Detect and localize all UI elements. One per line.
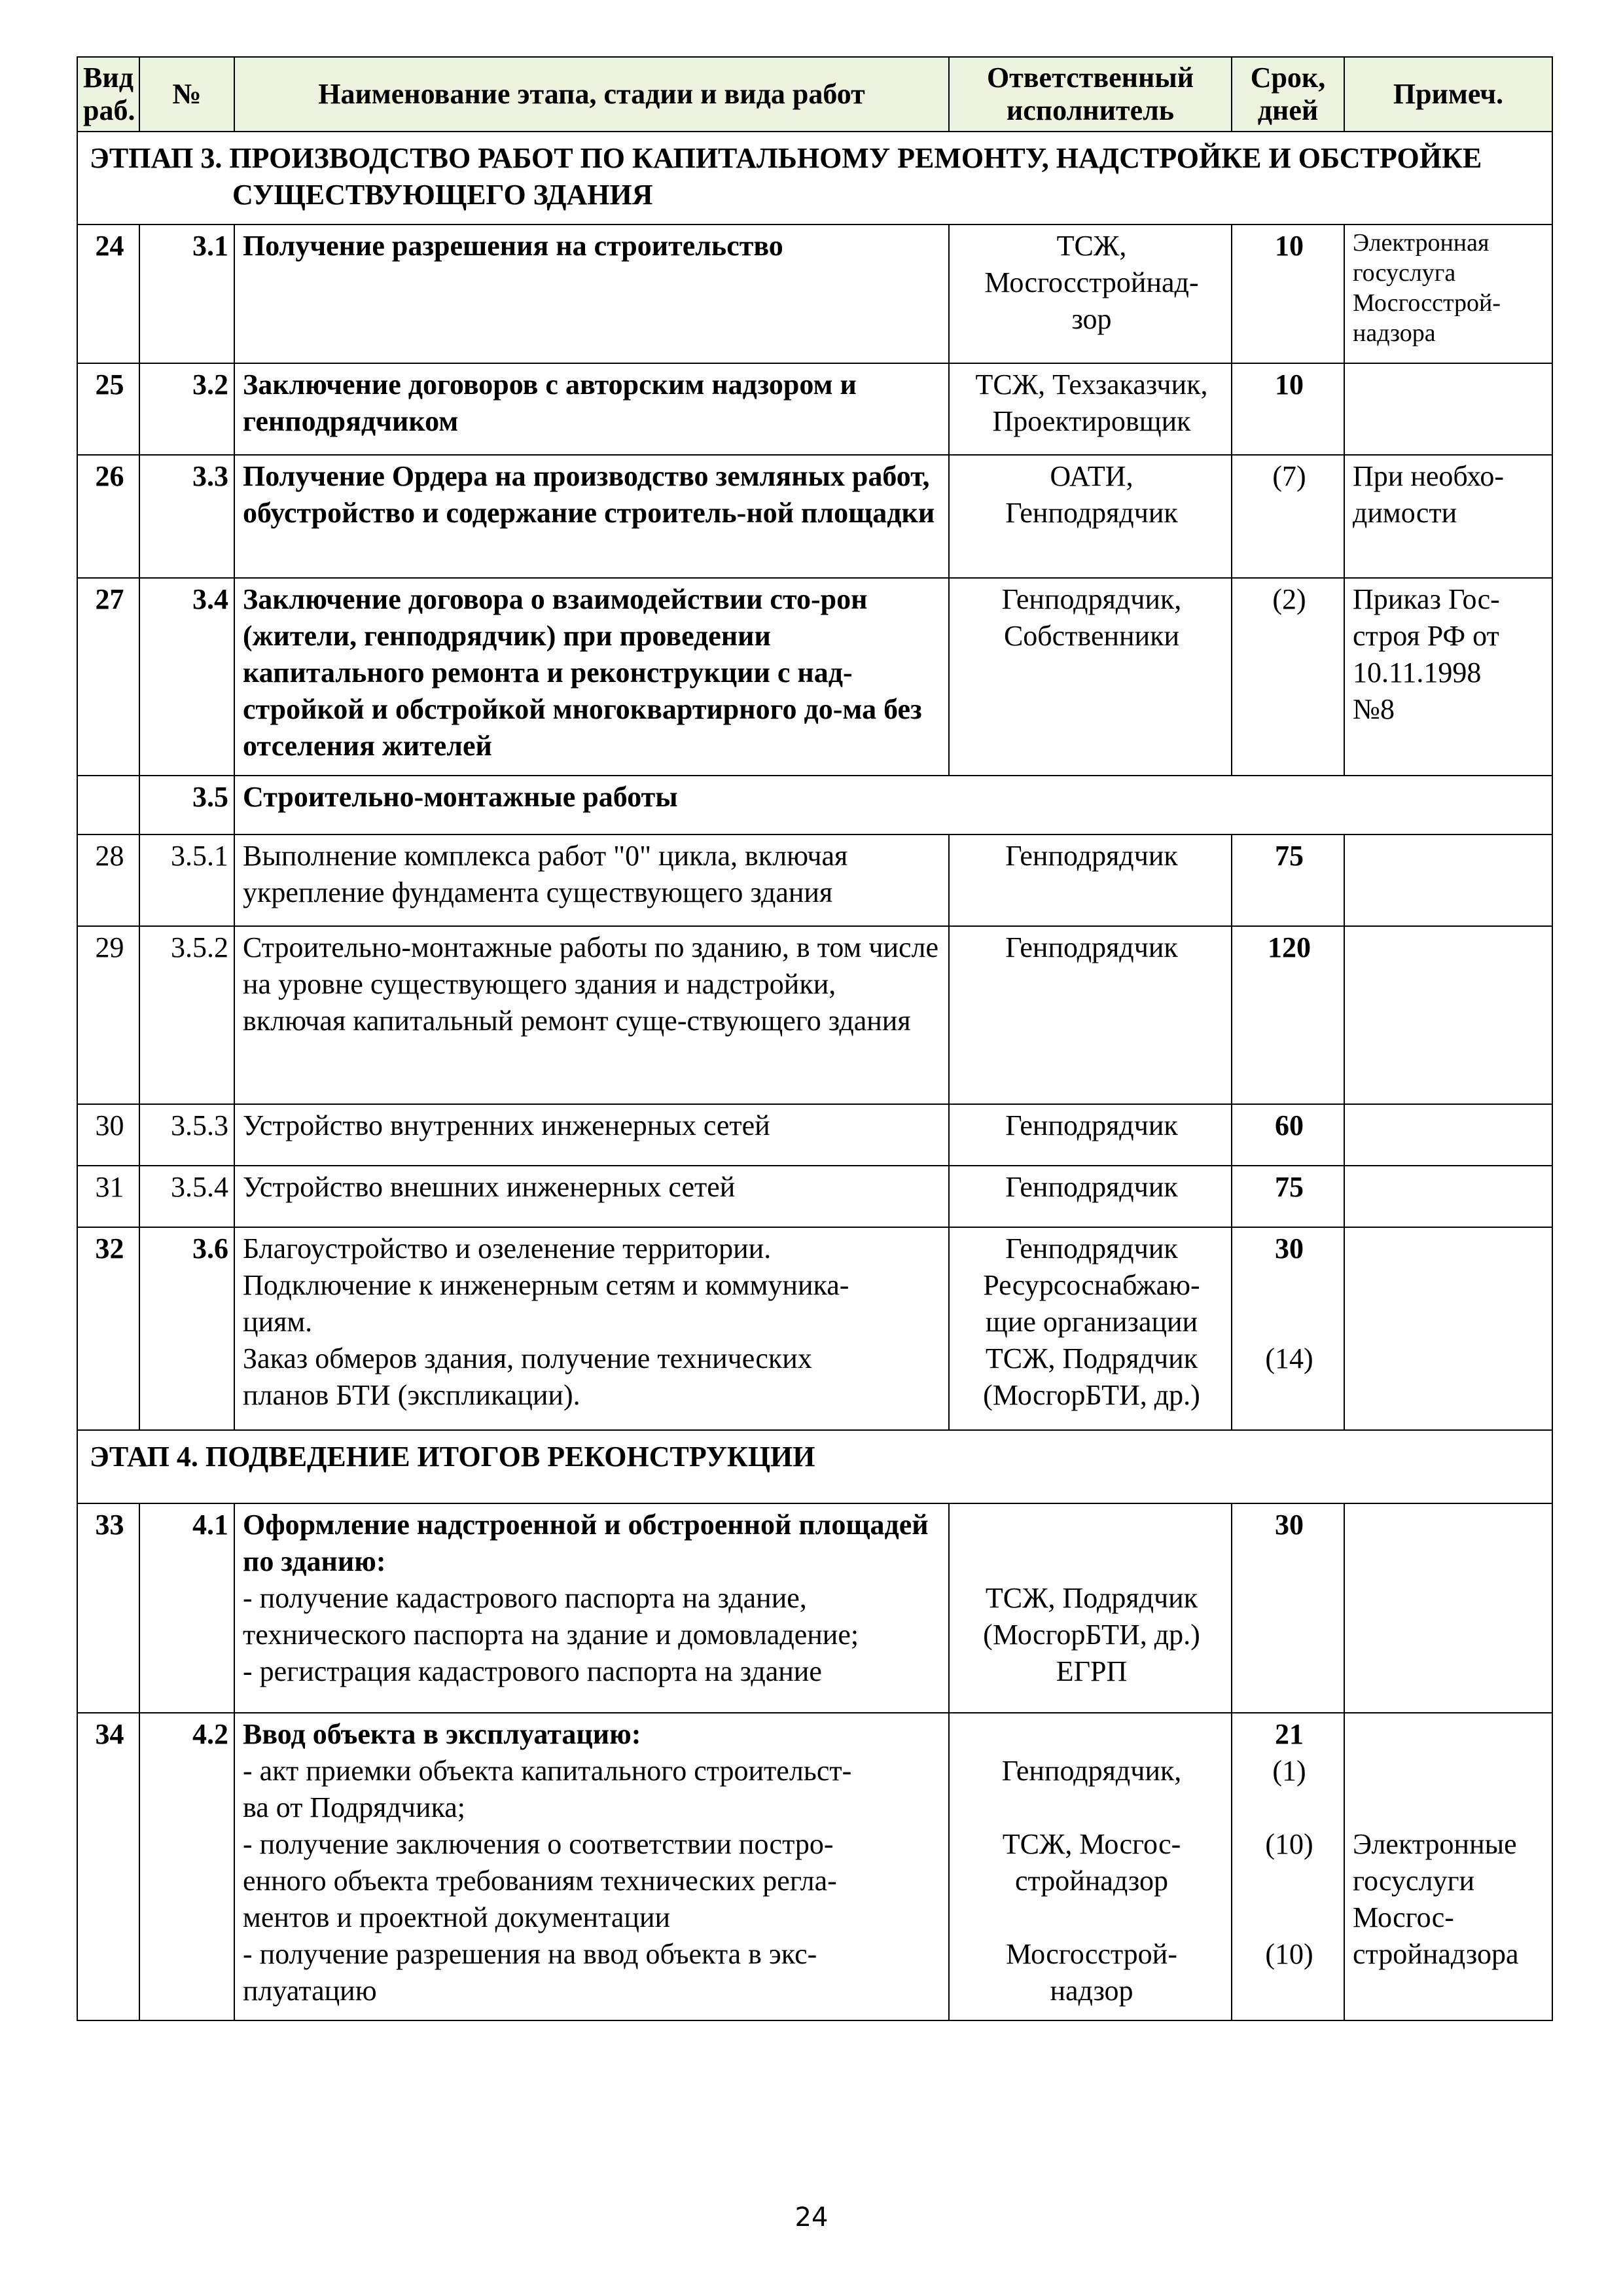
spacer xyxy=(957,1789,1226,1826)
row-num: 3.5.1 xyxy=(139,834,234,926)
executor-line: ТСЖ, xyxy=(1056,230,1127,262)
spacer xyxy=(1353,1753,1546,1789)
row-term: 75 xyxy=(1232,834,1344,926)
row-term: 10 xyxy=(1232,224,1344,363)
executor-line: Собственники xyxy=(1003,620,1180,652)
row-vid: 31 xyxy=(77,1166,139,1227)
spacer xyxy=(1353,1716,1546,1753)
row-note xyxy=(1344,455,1552,578)
name-line: Благоустройство и озеленение территории. xyxy=(243,1232,772,1265)
row-term: 120 xyxy=(1232,926,1344,1104)
note-line: Мосгосстрой- xyxy=(1353,289,1501,317)
row-note xyxy=(1344,926,1552,1104)
name-line: циям. xyxy=(243,1306,313,1338)
spacer xyxy=(1240,1789,1338,1826)
executor-line: Генподрядчик, xyxy=(1001,583,1182,615)
row-num: 3.5.3 xyxy=(139,1104,234,1166)
name-line: ва от Подрядчика; xyxy=(243,1791,466,1823)
row-num: 3.1 xyxy=(139,224,234,363)
row-name: Строительно-монтажные работы xyxy=(234,776,1552,834)
row-vid: 26 xyxy=(77,455,139,578)
executor-line: ТСЖ, Мосгос- xyxy=(1002,1828,1181,1860)
executor-line: (МосгорБТИ, др.) xyxy=(983,1619,1200,1651)
spacer xyxy=(957,1899,1226,1936)
executor-line: Генподрядчик xyxy=(1005,1109,1178,1141)
row-term: 75 xyxy=(1232,1166,1344,1227)
term-value: (10) xyxy=(1265,1938,1313,1970)
table-row xyxy=(77,1166,1552,1227)
name-line: - получение разрешения на ввод объекта в экс- xyxy=(243,1938,817,1970)
row-term: (7) xyxy=(1232,455,1344,578)
note-line: Электронные xyxy=(1353,1828,1517,1860)
name-line: Подключение к инженерным сетям и коммуника- xyxy=(243,1269,849,1301)
stage-4-title: ЭТАП 4. ПОДВЕДЕНИЕ ИТОГОВ РЕКОНСТРУКЦИИ xyxy=(77,1430,1552,1503)
row-vid: 28 xyxy=(77,834,139,926)
table-row xyxy=(77,834,1552,926)
row-note xyxy=(1344,363,1552,455)
page-number: 24 xyxy=(794,2202,829,2233)
executor-line: ОАТИ, xyxy=(1050,460,1133,492)
executor-line: Генподрядчик xyxy=(1005,840,1178,872)
name-line: Заказ обмеров здания, получение технических xyxy=(243,1342,812,1374)
name-line: плуатацию xyxy=(243,1975,377,2007)
executor-line: щие организации xyxy=(985,1306,1198,1338)
table-header-row xyxy=(77,57,1552,132)
spacer xyxy=(957,1543,1226,1580)
row-num: 3.5 xyxy=(139,776,234,834)
term-value: (10) xyxy=(1265,1828,1313,1860)
row-term: 30 xyxy=(1232,1503,1344,1713)
note-line: стройнадзора xyxy=(1353,1938,1519,1970)
header-executor: Ответственный исполнитель xyxy=(949,57,1232,132)
row-name: Устройство внешних инженерных сетей xyxy=(234,1166,949,1227)
row-vid: 29 xyxy=(77,926,139,1104)
row-executor xyxy=(949,455,1232,578)
term-value: 30 xyxy=(1275,1232,1304,1265)
note-line: госуслуги xyxy=(1353,1865,1475,1897)
executor-line: стройнадзор xyxy=(1015,1865,1168,1897)
executor-line: Генподрядчик xyxy=(1005,931,1178,963)
row-num: 4.2 xyxy=(139,1713,234,2020)
table-row xyxy=(77,776,1552,834)
term-value: 21 xyxy=(1275,1718,1304,1750)
row-term: (2) xyxy=(1232,578,1344,776)
note-line: строя РФ от xyxy=(1353,620,1499,652)
table-row xyxy=(77,224,1552,363)
stage-3-title xyxy=(77,132,1552,224)
row-name: Заключение договора о взаимодействии сто-рон (жители, генподрядчик) при проведении капитального ремонта и реконструкции с над-стройкой и обстройкой многоквартирного до-ма без отселения жителей xyxy=(234,578,949,776)
name-line: - получение кадастрового паспорта на здание, xyxy=(243,1582,807,1614)
executor-line: Генподрядчик xyxy=(1005,1232,1178,1265)
row-name: Выполнение комплекса работ "0" цикла, включая укрепление фундамента существующего здания xyxy=(234,834,949,926)
row-note xyxy=(1344,1713,1552,2020)
work-schedule-table xyxy=(77,56,1553,2021)
row-title: Ввод объекта в эксплуатацию: xyxy=(243,1718,641,1750)
name-line: - акт приемки объекта капитального строительст- xyxy=(243,1755,852,1787)
stage-4-row xyxy=(77,1430,1552,1503)
executor-line: Проектировщик xyxy=(992,405,1191,437)
name-line: - регистрация кадастрового паспорта на здание xyxy=(243,1655,822,1687)
executor-line: Мосгосстройнад- xyxy=(984,266,1199,298)
executor-line: Генподрядчик, xyxy=(1001,1755,1182,1787)
header-num: № xyxy=(139,57,234,132)
term-value: (1) xyxy=(1272,1755,1306,1787)
executor-line: надзор xyxy=(1050,1975,1133,2007)
executor-line: ТСЖ, Техзаказчик, xyxy=(975,368,1208,401)
spacer xyxy=(1240,1267,1338,1304)
row-num: 3.4 xyxy=(139,578,234,776)
row-name: Получение разрешения на строительство xyxy=(234,224,949,363)
note-line: Электронная xyxy=(1353,229,1489,257)
header-note: Примеч. xyxy=(1344,57,1552,132)
header-vid: Вид раб. xyxy=(77,57,139,132)
name-line: технического паспорта на здание и домовладение; xyxy=(243,1619,859,1651)
row-note xyxy=(1344,224,1552,363)
name-line: енного объекта требованиям технических регла- xyxy=(243,1865,837,1897)
executor-line: (МосгорБТИ, др.) xyxy=(983,1379,1200,1411)
row-num: 3.5.2 xyxy=(139,926,234,1104)
spacer xyxy=(1240,1899,1338,1936)
row-note xyxy=(1344,1503,1552,1713)
note-line: надзора xyxy=(1353,319,1436,347)
table-row xyxy=(77,926,1552,1104)
term-value: (14) xyxy=(1265,1342,1313,1374)
spacer xyxy=(1240,1863,1338,1899)
spacer xyxy=(957,1507,1226,1543)
note-line: При необхо- xyxy=(1353,460,1505,492)
table-row xyxy=(77,363,1552,455)
row-num: 3.5.4 xyxy=(139,1166,234,1227)
table-row xyxy=(77,1104,1552,1166)
row-vid: 27 xyxy=(77,578,139,776)
row-executor xyxy=(949,1503,1232,1713)
executor-line: ЕГРП xyxy=(1056,1655,1128,1687)
row-term: 10 xyxy=(1232,363,1344,455)
executor-line: зор xyxy=(1071,303,1112,335)
row-term xyxy=(1232,1227,1344,1430)
note-line: №8 xyxy=(1353,693,1395,725)
row-executor xyxy=(949,1166,1232,1227)
row-name: Строительно-монтажные работы по зданию, в том числе на уровне существующего здания и надстройки, включая капитальный ремонт суще-ствующего здания xyxy=(234,926,949,1104)
row-name xyxy=(234,1503,949,1713)
spacer xyxy=(1353,1789,1546,1826)
table-row xyxy=(77,1227,1552,1430)
row-executor xyxy=(949,1104,1232,1166)
executor-line: ТСЖ, Подрядчик xyxy=(985,1582,1198,1614)
row-executor xyxy=(949,224,1232,363)
note-line: Приказ Гос- xyxy=(1353,583,1500,615)
note-line: Мосгос- xyxy=(1353,1901,1454,1933)
executor-line: ТСЖ, Подрядчик xyxy=(985,1342,1198,1374)
executor-line: Генподрядчик xyxy=(1005,1171,1178,1203)
row-note xyxy=(1344,1227,1552,1430)
row-executor xyxy=(949,363,1232,455)
table-row xyxy=(77,455,1552,578)
row-executor xyxy=(949,1227,1232,1430)
row-executor xyxy=(949,834,1232,926)
row-vid: 30 xyxy=(77,1104,139,1166)
row-term xyxy=(1232,1713,1344,2020)
note-line: госуслуга xyxy=(1353,259,1456,287)
row-vid xyxy=(77,776,139,834)
row-vid: 33 xyxy=(77,1503,139,1713)
executor-line: Ресурсоснабжаю- xyxy=(983,1269,1200,1301)
name-line: - получение заключения о соответствии постро- xyxy=(243,1828,834,1860)
header-name: Наименование этапа, стадии и вида работ xyxy=(234,57,949,132)
row-vid: 32 xyxy=(77,1227,139,1430)
row-num: 3.3 xyxy=(139,455,234,578)
row-executor xyxy=(949,578,1232,776)
name-line: планов БТИ (экспликации). xyxy=(243,1379,580,1411)
row-name xyxy=(234,1227,949,1430)
note-line: 10.11.1998 xyxy=(1353,656,1482,689)
row-note xyxy=(1344,1104,1552,1166)
row-vid: 34 xyxy=(77,1713,139,2020)
row-name xyxy=(234,1713,949,2020)
spacer xyxy=(957,1716,1226,1753)
row-note xyxy=(1344,578,1552,776)
note-line: димости xyxy=(1353,497,1457,529)
row-name: Заключение договоров с авторским надзором и генподрядчиком xyxy=(234,363,949,455)
row-num: 4.1 xyxy=(139,1503,234,1713)
stage-3-row xyxy=(77,132,1552,224)
row-note xyxy=(1344,834,1552,926)
row-name: Получение Ордера на производство земляных работ, обустройство и содержание строитель-ной площадки xyxy=(234,455,949,578)
table-row xyxy=(77,578,1552,776)
row-executor xyxy=(949,926,1232,1104)
executor-line: Мосгосстрой- xyxy=(1006,1938,1177,1970)
table-row xyxy=(77,1503,1552,1713)
header-term: Срок, дней xyxy=(1232,57,1344,132)
executor-line: Генподрядчик xyxy=(1005,497,1178,529)
row-executor xyxy=(949,1713,1232,2020)
row-term: 60 xyxy=(1232,1104,1344,1166)
table-row xyxy=(77,1713,1552,2020)
name-line: ментов и проектной документации xyxy=(243,1901,671,1933)
row-vid: 25 xyxy=(77,363,139,455)
row-num: 3.6 xyxy=(139,1227,234,1430)
row-num: 3.2 xyxy=(139,363,234,455)
spacer xyxy=(1240,1304,1338,1340)
row-name: Устройство внутренних инженерных сетей xyxy=(234,1104,949,1166)
row-vid: 24 xyxy=(77,224,139,363)
stage-3-title-text: ЭТПАП 3. ПРОИЗВОДСТВО РАБОТ ПО КАПИТАЛЬНОМУ РЕМОНТУ, НАДСТРОЙКЕ И ОБСТРОЙКЕ СУЩЕСТВУЮЩЕГО ЗДАНИЯ xyxy=(90,142,1482,211)
row-title: Оформление надстроенной и обстроенной площадей по зданию: xyxy=(243,1509,929,1577)
row-note xyxy=(1344,1166,1552,1227)
